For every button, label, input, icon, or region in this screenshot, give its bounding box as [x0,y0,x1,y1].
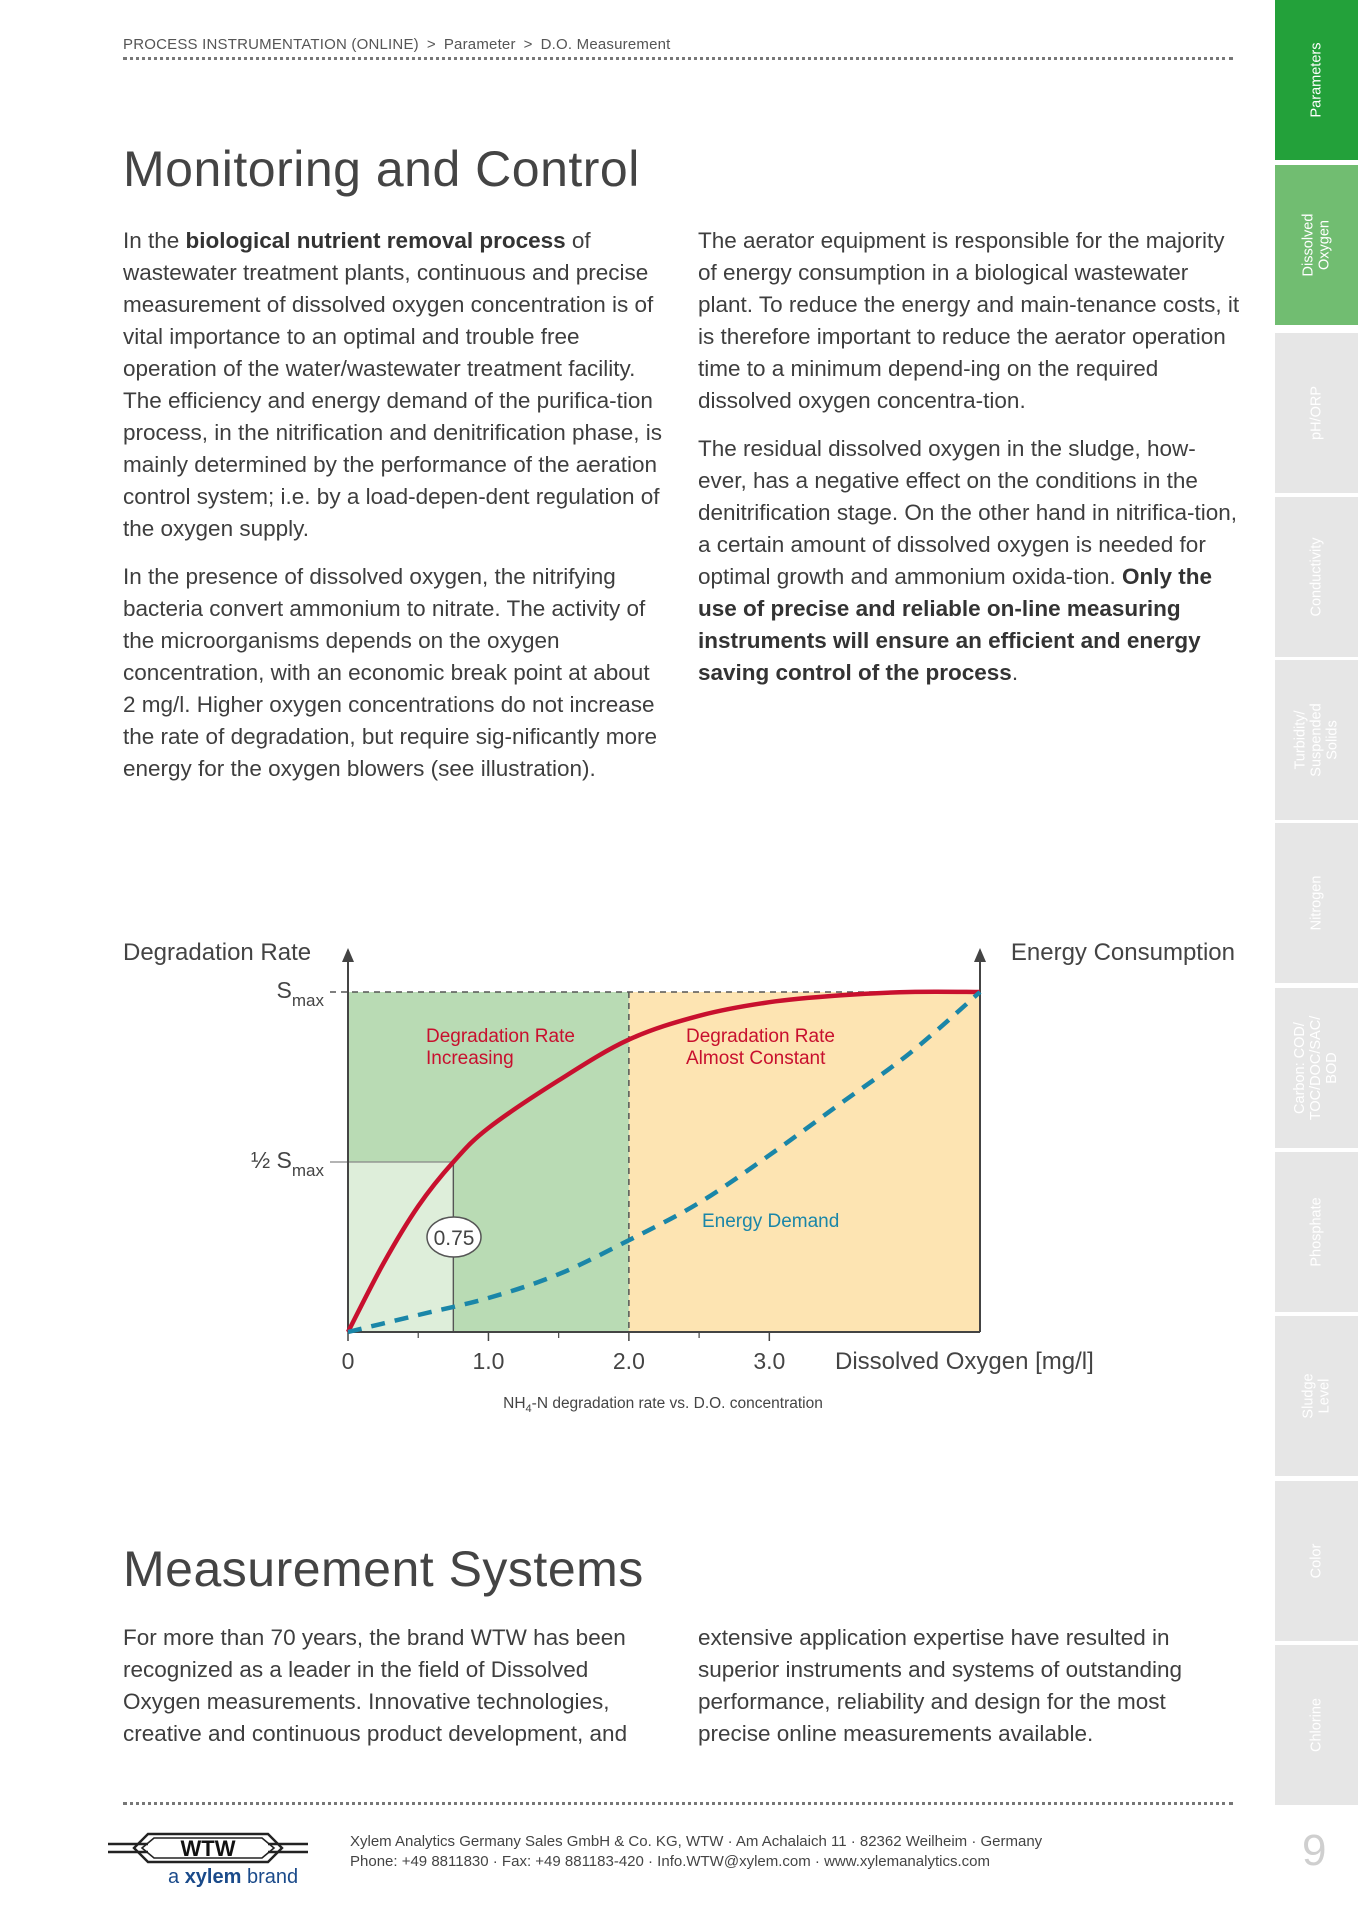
chart-caption-part: NH [503,1395,526,1412]
sidebar-tab-3[interactable] [1275,497,1358,657]
chart-annotation: Almost Constant [686,1048,826,1069]
sidebar-tab-10[interactable] [1275,1645,1358,1805]
paragraph: The aerator equipment is responsible for the majority of energy consumption in a biological wastewater plant. To reduce the energy and main-tenance costs, it is therefore important to reduce the aerator operation time to a minimum depend-ing on the required dissolved oxygen concentra-tion. [698,228,1240,413]
sidebar-tab-label: Nitrogen [1308,875,1325,931]
footer-contact [350,1832,1042,1872]
sidebar-tab-label: Sludge Level [1300,1373,1333,1419]
y-tick-label-main: S [276,977,292,1003]
paragraph: In the presence of dissolved oxygen, the nitrifying bacteria convert ammonium to nitrate. The activity of the microorganisms depends on the oxygen concentration, with an economic break point at about 2 mg/l. Higher oxygen concentrations do not increase the rate of degradation, but require sig-nificantly more energy for the oxygen blowers (see illustration). [123,564,658,781]
chart-annotation: Degradation Rate [686,1026,835,1047]
annotation-075: 0.75 [433,1227,475,1250]
measurement-left-column [123,1622,668,1766]
sidebar-tab-5[interactable] [1275,823,1358,983]
chart-caption-part: -N degradation rate vs. D.O. concentration [531,1395,823,1412]
x-tick-label: 2.0 [612,1348,645,1374]
wtw-logo [108,1830,308,1866]
page-number: 9 [1302,1826,1327,1875]
sidebar-tab-2[interactable] [1275,333,1358,493]
breadcrumb-separator: > [523,36,533,53]
degradation-chart [0,930,1275,1420]
sidebar-tab-8[interactable] [1275,1316,1358,1476]
breadcrumb [123,36,1233,53]
monitoring-left-column [123,225,668,801]
sidebar-tab-7[interactable] [1275,1152,1358,1312]
parameter-sidebar [1275,0,1358,1800]
breadcrumb-item-current: D.O. Measurement [540,36,671,53]
sidebar-tab-1[interactable] [1275,165,1358,325]
y-tick-label-main: ½ S [250,1147,292,1173]
header-divider [123,57,1233,60]
paragraph: The residual dissolved oxygen in the sludge, how-ever, has a negative effect on the conditions in the denitrification stage. On the other hand in nitrifica-tion, a certain amount of dissolved oxygen is needed for optimal growth and ammonium oxida-tion. Only the use of precise and reliable on-line measuring instruments will ensure an efficient and energy saving control of the process. [698,436,1238,685]
footer-contact-line[interactable]: Phone: +49 8811830 · Fax: +49 881183-420 · Info.WTW@xylem.com · www.xylemanalytics.com [350,1853,990,1870]
paragraph: extensive application expertise have resulted in superior instruments and systems of outstanding performance, reliability and design for the most precise online measurements available. [698,1625,1182,1746]
chart-annotation: Degradation Rate [426,1026,575,1047]
logo-text: WTW [180,1836,236,1861]
sidebar-tab-label: Chlorine [1308,1698,1325,1752]
section-title-monitoring: Monitoring and Control [123,141,640,197]
x-tick-label: 1.0 [472,1348,505,1374]
chart-annotation: Energy Demand [702,1211,840,1232]
y-axis-left-label: Degradation Rate [123,939,312,966]
sidebar-tab-label: Phosphate [1308,1197,1325,1267]
measurement-right-column [698,1622,1243,1766]
breadcrumb-item-section[interactable]: PROCESS INSTRUMENTATION (ONLINE) [123,36,419,53]
sidebar-tab-9[interactable] [1275,1481,1358,1641]
y-tick-label [251,1147,325,1180]
section-title-measurement: Measurement Systems [123,1541,644,1597]
monitoring-right-column [698,225,1243,705]
sidebar-tab-0[interactable] [1275,0,1358,160]
footer-address: Xylem Analytics Germany Sales GmbH & Co. KG, WTW · Am Achalaich 11 · 82362 Weilheim · Germany [350,1833,1043,1850]
sidebar-tab-label: Color [1308,1543,1325,1579]
y-tick-label [277,977,325,1010]
sidebar-tab-4[interactable] [1275,660,1358,820]
paragraph: For more than 70 years, the brand WTW has been recognized as a leader in the field of Dissolved Oxygen measurements. Innovative technologies, creative and continuous product development, and [123,1625,628,1746]
footer-divider [123,1802,1233,1805]
sidebar-tab-label: Dissolved Oxygen [1300,213,1333,277]
y-axis-left-arrow [342,948,354,962]
xylem-brand: a xylem brand [168,1866,299,1888]
chart-caption [503,1395,823,1415]
sidebar-tab-label: pH/ORP [1308,386,1325,440]
breadcrumb-separator: > [426,36,436,53]
paragraph: In the biological nutrient removal process of wastewater treatment plants, continuous and precise measurement of dissolved oxygen concentration is of vital importance to an optimal and trouble free operation of the water/wastewater treatment facility. The efficiency and energy demand of the purifica-tion process, in the nitrification and denitrification phase, is mainly determined by the performance of the aeration control system; i.e. by a load-depen-dent regulation of the oxygen supply. [123,228,663,541]
sidebar-tab-6[interactable] [1275,988,1358,1148]
y-tick-label-sub: max [291,991,324,1010]
x-axis-label: Dissolved Oxygen [mg/l] [835,1348,1094,1375]
y-axis-right-arrow [974,948,986,962]
breadcrumb-item-parameter[interactable]: Parameter [443,36,516,53]
sidebar-tab-label: Turbidity/ Suspended Solids [1292,703,1341,777]
sidebar-tab-label: Carbon: COD/ TOC/DOC/SAC/ BOD [1292,1015,1341,1121]
y-axis-right-label: Energy Consumption [1010,939,1235,966]
sidebar-tab-label: Parameters [1308,42,1325,118]
sidebar-tab-label: Conductivity [1308,537,1325,617]
x-tick-label: 3.0 [753,1348,786,1374]
x-tick-label: 0 [341,1348,355,1374]
chart-annotation: Increasing [426,1048,514,1069]
chart-caption-part: 4 [525,1403,532,1415]
y-tick-label-sub: max [291,1161,324,1180]
